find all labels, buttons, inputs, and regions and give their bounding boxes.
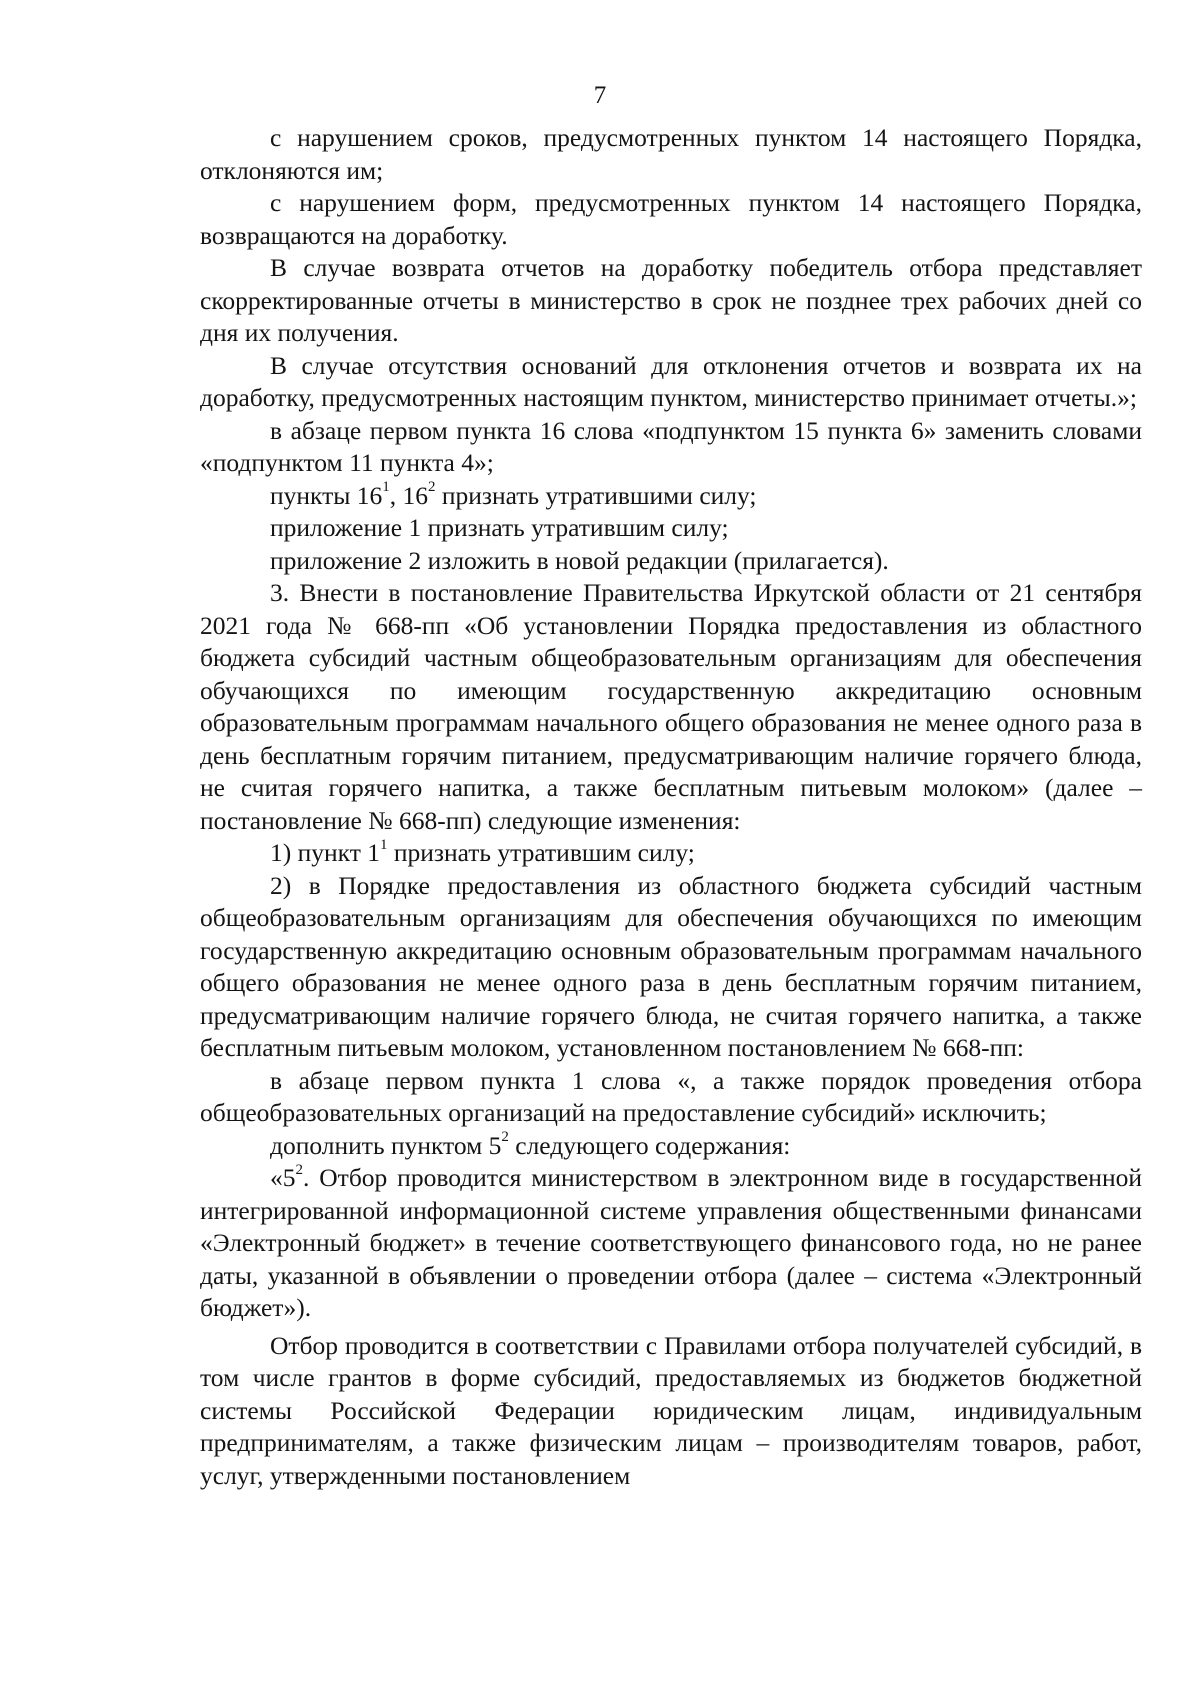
paragraph xyxy=(200,1162,1142,1325)
paragraph: В случае отсутствия оснований для отклонения отчетов и возврата их на доработку, предусмотренных настоящим пунктом, министерство принимает отчеты.»; xyxy=(200,350,1142,412)
paragraph xyxy=(200,480,1142,513)
text-run: «5 xyxy=(270,1163,296,1192)
superscript: 2 xyxy=(501,1129,509,1145)
text-run: пункты 16 xyxy=(270,480,383,510)
text-run: признать утратившим силу; xyxy=(387,838,695,867)
paragraph xyxy=(200,837,1142,870)
text-run: дополнить пунктом 5 xyxy=(270,1130,502,1160)
superscript: 2 xyxy=(428,479,436,495)
paragraph xyxy=(200,1130,1142,1163)
superscript: 2 xyxy=(295,1161,303,1178)
superscript: 1 xyxy=(379,836,388,853)
paragraph: приложение 1 признать утратившим силу; xyxy=(270,513,729,542)
paragraph: с нарушением сроков, предусмотренных пунктом 14 настоящего Порядка, отклоняются им; xyxy=(200,123,1142,185)
document-body xyxy=(200,122,1142,1492)
text-run: 1) пункт 1 xyxy=(270,838,380,867)
paragraph: в абзаце первом пункта 1 слова «, а также порядок проведения отбора общеобразовательных организаций на предоставление субсидий» исключить; xyxy=(200,1065,1142,1127)
superscript: 1 xyxy=(382,479,390,495)
text-run: признать утратившими силу; xyxy=(435,480,757,510)
paragraph: приложение 2 изложить в новой редакции (прилагается). xyxy=(270,545,889,575)
paragraph: 2) в Порядке предоставления из областного бюджета субсидий частным общеобразовательным организациям для обеспечения обучающихся по имеющим государственную аккредитацию основным образовательным программам начального общего образования не менее одного раза в день бесплатным горячим питанием, предусматривающим наличие горячего блюда, не считая горячего напитка, а также бесплатным питьевым молоком, установленном постановлением № 668-пп: xyxy=(200,870,1142,1062)
text-run: . Отбор проводится министерством в электронном виде в государственной интегрированной информационной системе управления общественными финансами «Электронный бюджет» в течение соответствующего финансового года, но не ранее даты, указанной в объявлении о проведении отбора (далее – система «Электронный бюджет»). xyxy=(200,1163,1142,1322)
paragraph: 3. Внести в постановление Правительства Иркутской области от 21 сентября 2021 года № 668-пп «Об установлении Порядка предоставления из областного бюджета субсидий частным общеобразовательным организациям для обеспечения обучающихся по имеющим государственную аккредитацию основным образовательным программам начального общего образования не менее одного раза в день бесплатным горячим питанием, предусматривающим наличие горячего блюда, не считая горячего напитка, а также бесплатным питьевым молоком» (далее – постановление № 668-пп) следующие изменения: xyxy=(200,578,1142,835)
paragraph: В случае возврата отчетов на доработку победитель отбора представляет скорректированные отчеты в министерство в срок не позднее трех рабочих дней со дня их получения. xyxy=(200,253,1142,347)
paragraph: в абзаце первом пункта 16 слова «подпунктом 15 пункта 6» заменить словами «подпунктом 11 пункта 4»; xyxy=(200,415,1142,477)
text-run: следующего содержания: xyxy=(508,1130,791,1160)
page-number: 7 xyxy=(593,82,607,109)
paragraph: с нарушением форм, предусмотренных пунктом 14 настоящего Порядка, возвращаются на доработку. xyxy=(200,188,1142,250)
paragraph: Отбор проводится в соответствии с Правилами отбора получателей субсидий, в том числе грантов в форме субсидий, предоставляемых из бюджетов бюджетной системы Российской Федерации юридическим лицам, индивидуальным предпринимателям, а также физическим лицам – производителям товаров, работ, услуг, утвержденными постановлением xyxy=(200,1330,1142,1490)
text-run: , 16 xyxy=(389,480,428,510)
